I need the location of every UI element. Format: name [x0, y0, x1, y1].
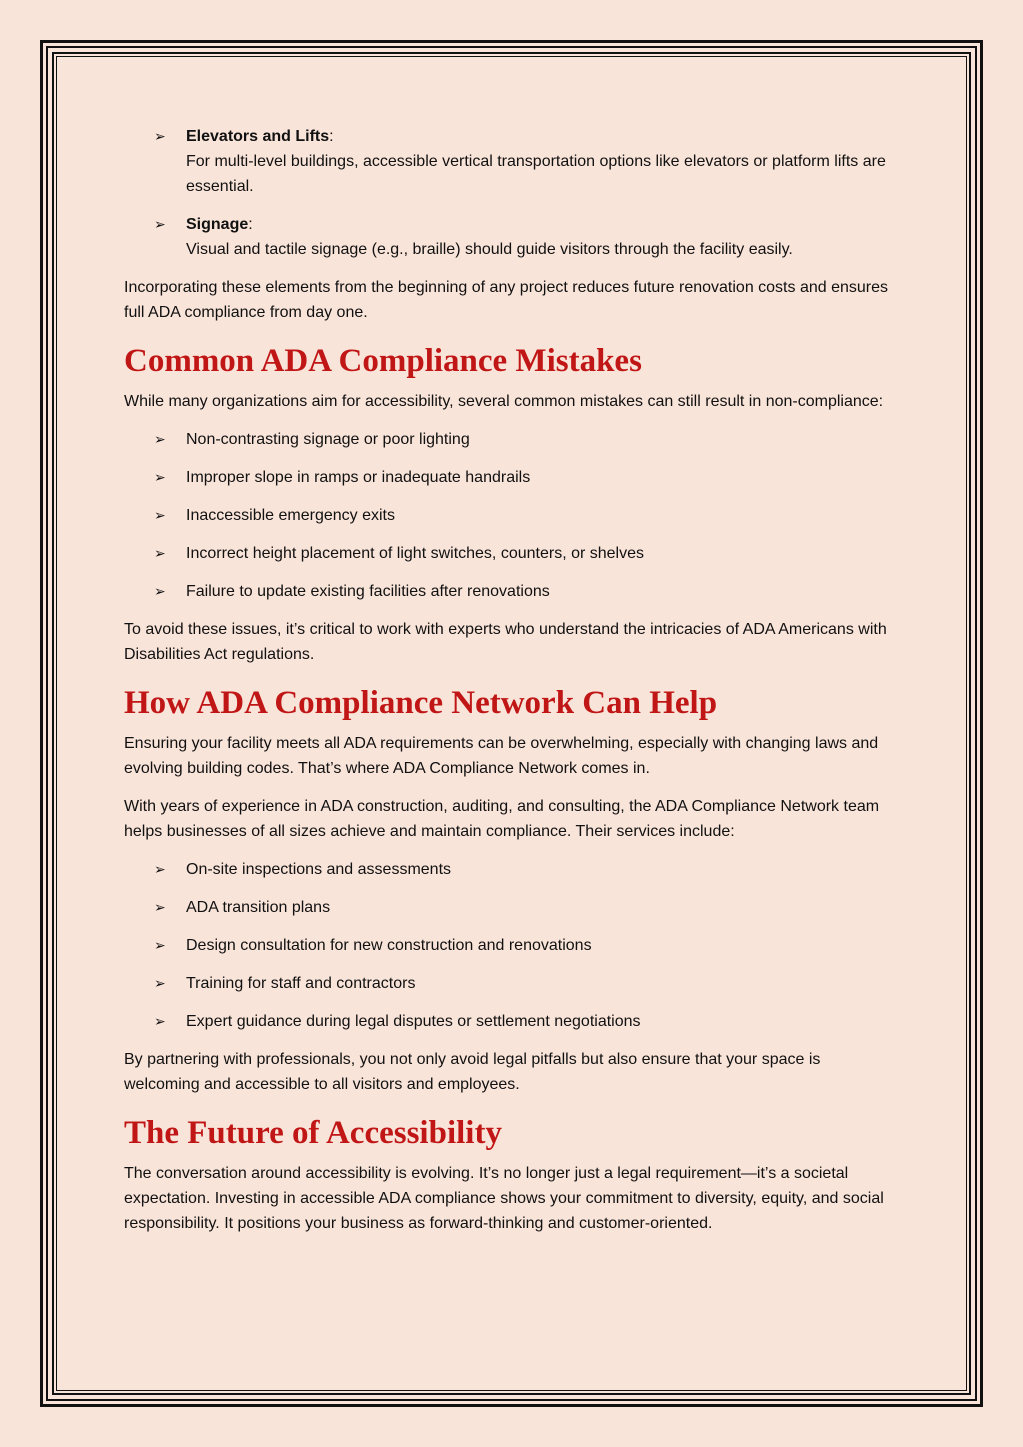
paragraph: Ensuring your facility meets all ADA requirements can be overwhelming, especially with changing laws and evolving building codes. That’s where ADA Compliance Network comes in.: [124, 735, 879, 777]
arrow-bullet-icon: ➢: [154, 128, 166, 144]
mistakes-list: [124, 427, 899, 604]
arrow-bullet-icon: ➢: [154, 431, 166, 447]
list-item: [124, 503, 899, 528]
list-item: [124, 895, 899, 920]
intro-paragraph: Incorporating these elements from the beginning of any project reduces future renovation costs and ensures full ADA compliance from day one.: [124, 279, 889, 321]
paragraph: The conversation around accessibility is evolving. It’s no longer just a legal requirement—it’s a societal expectation. Investing in accessible ADA compliance shows your commitment to diversity, equity, and social responsibility. It positions your business as forward-thinking and customer-oriented.: [124, 1165, 884, 1232]
bullet-text: Visual and tactile signage (e.g., braille) should guide visitors through the facility easily.: [186, 241, 793, 258]
arrow-bullet-icon: ➢: [154, 507, 166, 523]
section-heading-help: How ADA Compliance Network Can Help: [124, 685, 718, 721]
bullet-text: For multi-level buildings, accessible vertical transportation options like elevators or platform lifts are essential.: [186, 153, 886, 195]
paragraph: By partnering with professionals, you not only avoid legal pitfalls but also ensure that your space is welcoming and accessible to all visitors and employees.: [124, 1051, 821, 1093]
arrow-bullet-icon: ➢: [154, 583, 166, 599]
list-item-text: Non-contrasting signage or poor lighting: [186, 431, 470, 448]
list-item: ➢ Elevators and Lifts: For multi-level buildings, accessible vertical transportation options like elevators or platform lifts are essential.: [124, 124, 899, 199]
arrow-bullet-icon: ➢: [154, 937, 166, 953]
list-item-text: Design consultation for new construction and renovations: [186, 937, 592, 954]
paragraph: With years of experience in ADA construction, auditing, and consulting, the ADA Compliance Network team helps businesses of all sizes achieve and maintain compliance. Their services include:: [124, 798, 880, 840]
arrow-bullet-icon: ➢: [154, 216, 166, 232]
list-item: [124, 579, 899, 604]
list-item-text: Incorrect height placement of light switches, counters, or shelves: [186, 545, 644, 562]
arrow-bullet-icon: ➢: [154, 861, 166, 877]
services-list: [124, 857, 899, 1034]
arrow-bullet-icon: ➢: [154, 1013, 166, 1029]
list-item: [124, 541, 899, 566]
intro-bullet-list: [124, 124, 899, 262]
list-item-text: Expert guidance during legal disputes or settlement negotiations: [186, 1013, 641, 1030]
list-item: [124, 465, 899, 490]
paragraph: To avoid these issues, it’s critical to work with experts who understand the intricacies of ADA Americans with Disabilities Act regulations.: [124, 621, 887, 663]
list-item-text: Failure to update existing facilities after renovations: [186, 583, 550, 600]
list-item: [124, 1009, 899, 1034]
list-item: [124, 933, 899, 958]
arrow-bullet-icon: ➢: [154, 469, 166, 485]
paragraph: While many organizations aim for accessibility, several common mistakes can still result in non-compliance:: [124, 393, 884, 410]
bullet-title: Signage: [186, 216, 249, 233]
list-item: [124, 857, 899, 882]
list-item: [124, 971, 899, 996]
list-item-text: On-site inspections and assessments: [186, 861, 452, 878]
list-item-text: ADA transition plans: [186, 899, 331, 916]
arrow-bullet-icon: ➢: [154, 899, 166, 915]
list-item: [124, 427, 899, 452]
list-item: ➢ Signage: Visual and tactile signage (e.g., braille) should guide visitors through the facility easily.: [124, 212, 899, 262]
section-heading-mistakes: Common ADA Compliance Mistakes: [124, 343, 642, 379]
arrow-bullet-icon: ➢: [154, 975, 166, 991]
section-heading-future: The Future of Accessibility: [124, 1115, 502, 1151]
list-item-text: Inaccessible emergency exits: [186, 507, 395, 524]
bullet-title: Elevators and Lifts: [186, 128, 330, 145]
arrow-bullet-icon: ➢: [154, 545, 166, 561]
document-body: [124, 124, 899, 1249]
list-item-text: Improper slope in ramps or inadequate handrails: [186, 469, 531, 486]
list-item-text: Training for staff and contractors: [186, 975, 416, 992]
